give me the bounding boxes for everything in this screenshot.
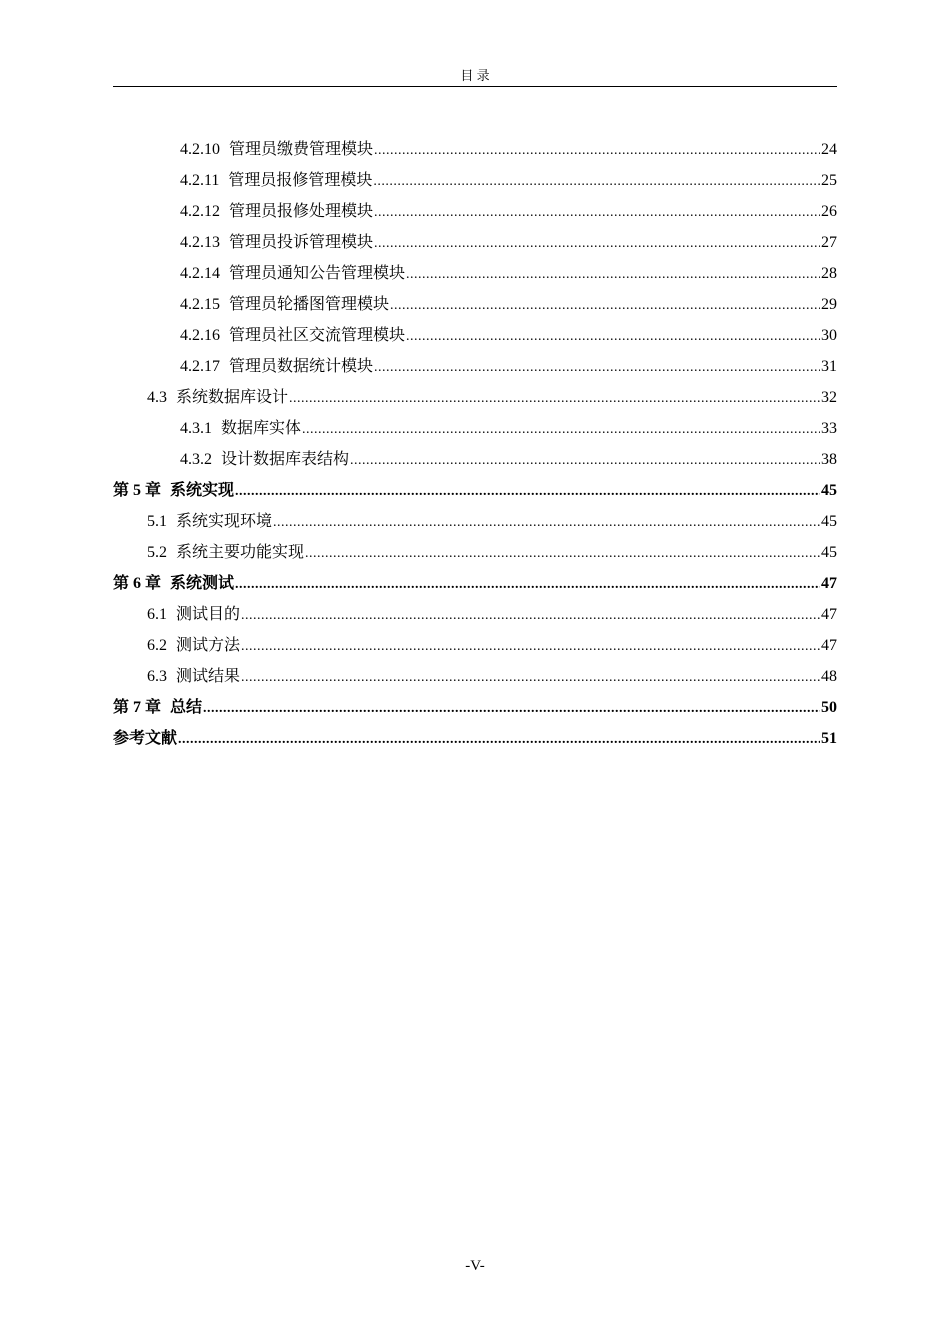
toc-entry-number: 第 6 章 xyxy=(113,575,162,592)
toc-entry-page: 45 xyxy=(821,513,837,530)
toc-entry-title: 系统实现 xyxy=(170,482,235,499)
toc-entry[interactable] xyxy=(113,351,837,382)
toc-entry-page: 47 xyxy=(821,575,837,592)
toc-entry-page: 32 xyxy=(821,389,837,406)
toc-dot-leader xyxy=(374,352,820,383)
toc-entry-page: 29 xyxy=(821,296,837,313)
toc-entry-page: 38 xyxy=(821,451,837,468)
toc-entry-page: 50 xyxy=(821,699,837,716)
toc-dot-leader xyxy=(241,600,820,631)
toc-dot-leader xyxy=(374,197,820,228)
toc-entry-number: 4.2.14 xyxy=(180,265,220,282)
toc-entry-number: 4.3.1 xyxy=(180,420,212,437)
toc-dot-leader xyxy=(374,135,820,166)
toc-entry-number: 6.2 xyxy=(147,637,167,654)
toc-entry-title: 系统数据库设计 xyxy=(176,389,289,406)
toc-entry-number: 4.2.16 xyxy=(180,327,220,344)
toc-entry-page: 26 xyxy=(821,203,837,220)
toc-entry-title: 系统主要功能实现 xyxy=(176,544,305,561)
toc-entry[interactable] xyxy=(113,723,837,754)
toc-entry-page: 24 xyxy=(821,141,837,158)
toc-entry[interactable] xyxy=(113,258,837,289)
toc-entry-page: 33 xyxy=(821,420,837,437)
toc-dot-leader xyxy=(305,538,820,569)
toc-entry-title: 总结 xyxy=(170,699,203,716)
toc-entry-page: 30 xyxy=(821,327,837,344)
toc-dot-leader xyxy=(350,445,820,476)
toc-dot-leader xyxy=(373,166,820,197)
toc-entry-number: 4.2.12 xyxy=(180,203,220,220)
toc-entry-title: 系统实现环境 xyxy=(176,513,273,530)
page-number: -V- xyxy=(465,1258,485,1274)
toc-entry[interactable] xyxy=(113,661,837,692)
toc-dot-leader xyxy=(203,693,820,724)
toc-entry-title: 设计数据库表结构 xyxy=(221,451,350,468)
toc-entry-title: 数据库实体 xyxy=(221,420,302,437)
header-title: 目 录 xyxy=(460,68,490,83)
toc-entry-number: 5.2 xyxy=(147,544,167,561)
page-footer xyxy=(0,1258,950,1275)
toc-entry-page: 51 xyxy=(821,730,837,747)
toc-entry-page: 47 xyxy=(821,637,837,654)
toc-entry-page: 45 xyxy=(821,544,837,561)
toc-entry[interactable] xyxy=(113,444,837,475)
toc-entry-page: 27 xyxy=(821,234,837,251)
toc-dot-leader xyxy=(406,321,820,352)
toc-entry-number: 第 5 章 xyxy=(113,482,162,499)
toc-entry-number: 4.2.17 xyxy=(180,358,220,375)
toc-entry-number: 5.1 xyxy=(147,513,167,530)
toc-dot-leader xyxy=(178,724,820,755)
toc-dot-leader xyxy=(374,228,820,259)
toc-entry-number: 6.3 xyxy=(147,668,167,685)
toc-entry-page: 48 xyxy=(821,668,837,685)
table-of-contents xyxy=(113,134,837,754)
toc-entry-title: 管理员报修处理模块 xyxy=(229,203,374,220)
toc-entry[interactable] xyxy=(113,227,837,258)
toc-entry-title: 管理员缴费管理模块 xyxy=(229,141,374,158)
toc-entry-page: 25 xyxy=(821,172,837,189)
toc-entry-title: 系统测试 xyxy=(170,575,235,592)
toc-dot-leader xyxy=(390,290,820,321)
toc-entry[interactable] xyxy=(113,568,837,599)
toc-dot-leader xyxy=(406,259,820,290)
toc-entry-title: 管理员社区交流管理模块 xyxy=(229,327,406,344)
toc-dot-leader xyxy=(241,662,820,693)
toc-entry[interactable] xyxy=(113,413,837,444)
toc-entry[interactable] xyxy=(113,134,837,165)
toc-entry-number: 4.3.2 xyxy=(180,451,212,468)
toc-entry-number: 6.1 xyxy=(147,606,167,623)
toc-dot-leader xyxy=(241,631,820,662)
toc-entry-title: 管理员报修管理模块 xyxy=(228,172,373,189)
toc-entry-title: 管理员通知公告管理模块 xyxy=(229,265,406,282)
toc-entry-title: 管理员投诉管理模块 xyxy=(229,234,374,251)
toc-entry[interactable] xyxy=(113,599,837,630)
toc-entry-page: 28 xyxy=(821,265,837,282)
toc-entry[interactable] xyxy=(113,630,837,661)
toc-dot-leader xyxy=(302,414,820,445)
toc-entry[interactable] xyxy=(113,165,837,196)
toc-entry-title: 测试目的 xyxy=(176,606,241,623)
toc-entry[interactable] xyxy=(113,475,837,506)
toc-entry-number: 4.2.11 xyxy=(180,172,220,189)
toc-entry-number: 4.3 xyxy=(147,389,167,406)
toc-entry-title: 测试结果 xyxy=(176,668,241,685)
toc-entry-page: 47 xyxy=(821,606,837,623)
toc-entry-title: 参考文献 xyxy=(113,730,178,747)
toc-entry[interactable] xyxy=(113,382,837,413)
toc-dot-leader xyxy=(235,476,820,507)
toc-entry-title: 管理员轮播图管理模块 xyxy=(229,296,390,313)
toc-entry[interactable] xyxy=(113,289,837,320)
toc-entry[interactable] xyxy=(113,692,837,723)
toc-entry-number: 4.2.15 xyxy=(180,296,220,313)
toc-entry[interactable] xyxy=(113,506,837,537)
toc-entry-title: 管理员数据统计模块 xyxy=(229,358,374,375)
toc-entry[interactable] xyxy=(113,196,837,227)
toc-entry-page: 31 xyxy=(821,358,837,375)
toc-dot-leader xyxy=(273,507,820,538)
toc-dot-leader xyxy=(235,569,820,600)
toc-entry-number: 4.2.10 xyxy=(180,141,220,158)
page-header xyxy=(113,66,837,87)
toc-dot-leader xyxy=(289,383,820,414)
toc-entry-page: 45 xyxy=(821,482,837,499)
toc-entry-title: 测试方法 xyxy=(176,637,241,654)
toc-entry-number: 4.2.13 xyxy=(180,234,220,251)
toc-entry-number: 第 7 章 xyxy=(113,699,162,716)
toc-entry[interactable] xyxy=(113,537,837,568)
toc-entry[interactable] xyxy=(113,320,837,351)
